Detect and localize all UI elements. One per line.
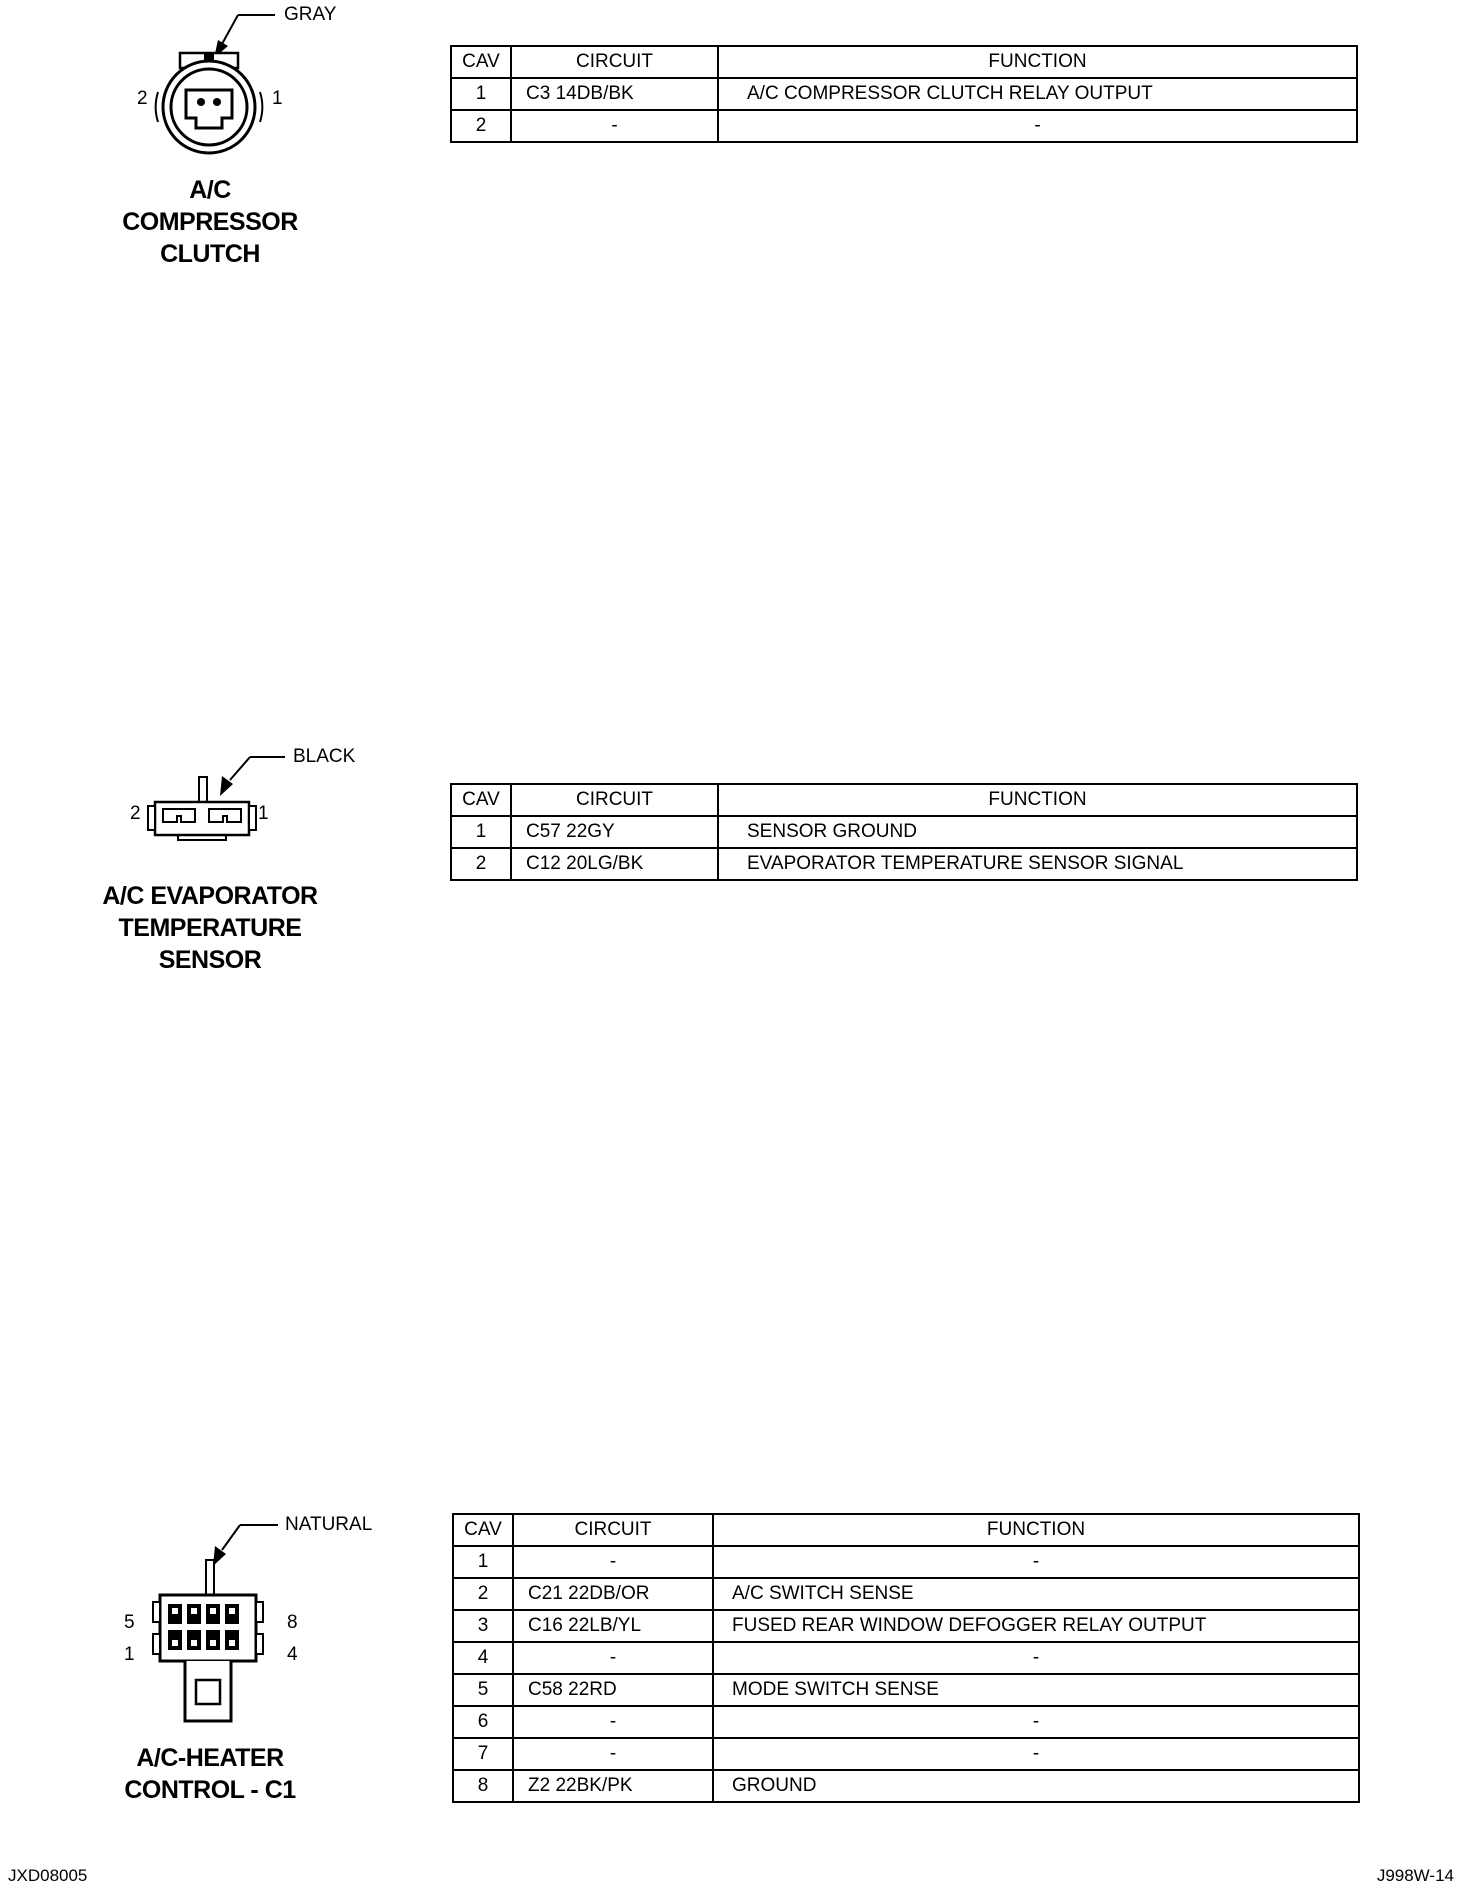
table-row: 2 - -	[451, 110, 1357, 142]
pin-label-right: 1	[272, 88, 283, 109]
table-row: 2 C12 20LG/BK EVAPORATOR TEMPERATURE SENSOR SIGNAL	[451, 848, 1357, 880]
pinout-table	[450, 783, 1358, 881]
header-cav: CAV	[451, 784, 511, 816]
footer-right-code: J998W-14	[1376, 1866, 1454, 1885]
table-header-row	[451, 784, 1357, 816]
pin-label-bottom-right: 4	[287, 1644, 298, 1665]
pin-label-top-right: 8	[287, 1612, 298, 1633]
header-function: FUNCTION	[718, 46, 1357, 78]
table-row: 1 C3 14DB/BK A/C COMPRESSOR CLUTCH RELAY OUTPUT	[451, 78, 1357, 110]
connector-title: A/C EVAPORATOR TEMPERATURE SENSOR	[102, 882, 318, 974]
table-header-row	[453, 1514, 1359, 1546]
table-header-row	[451, 46, 1357, 78]
table-row: 1 - -	[453, 1546, 1359, 1578]
connector-title: A/C-HEATER CONTROL - C1	[124, 1744, 296, 1804]
table-row: 5 C58 22RD MODE SWITCH SENSE	[453, 1674, 1359, 1706]
pin-label-right: 1	[258, 803, 269, 824]
header-circuit: CIRCUIT	[513, 1514, 713, 1546]
connector-color-label: NATURAL	[285, 1514, 373, 1535]
pin-label-left: 2	[137, 88, 148, 109]
table-row: 8 Z2 22BK/PK GROUND	[453, 1770, 1359, 1802]
header-circuit: CIRCUIT	[511, 784, 718, 816]
connector-color-label: BLACK	[293, 746, 356, 767]
pin-label-top-left: 5	[124, 1612, 135, 1633]
table-row: 1 C57 22GY SENSOR GROUND	[451, 816, 1357, 848]
connector-color-label: GRAY	[284, 4, 337, 25]
header-cav: CAV	[451, 46, 511, 78]
table-row: 7 - -	[453, 1738, 1359, 1770]
pin-label-left: 2	[130, 803, 141, 824]
connector-diagram-heater-control	[0, 0, 360, 1760]
pinout-table	[452, 1513, 1360, 1803]
footer-left-code: JXD08005	[8, 1866, 88, 1885]
pin-label-bottom-left: 1	[124, 1644, 135, 1665]
header-function: FUNCTION	[713, 1514, 1359, 1546]
pinout-table	[450, 45, 1358, 143]
header-function: FUNCTION	[718, 784, 1357, 816]
connector-title: A/C COMPRESSOR CLUTCH	[122, 176, 298, 268]
table-row: 6 - -	[453, 1706, 1359, 1738]
header-cav: CAV	[453, 1514, 513, 1546]
header-circuit: CIRCUIT	[511, 46, 718, 78]
table-row: 2 C21 22DB/OR A/C SWITCH SENSE	[453, 1578, 1359, 1610]
table-row: 4 - -	[453, 1642, 1359, 1674]
table-row: 3 C16 22LB/YL FUSED REAR WINDOW DEFOGGER RELAY OUTPUT	[453, 1610, 1359, 1642]
